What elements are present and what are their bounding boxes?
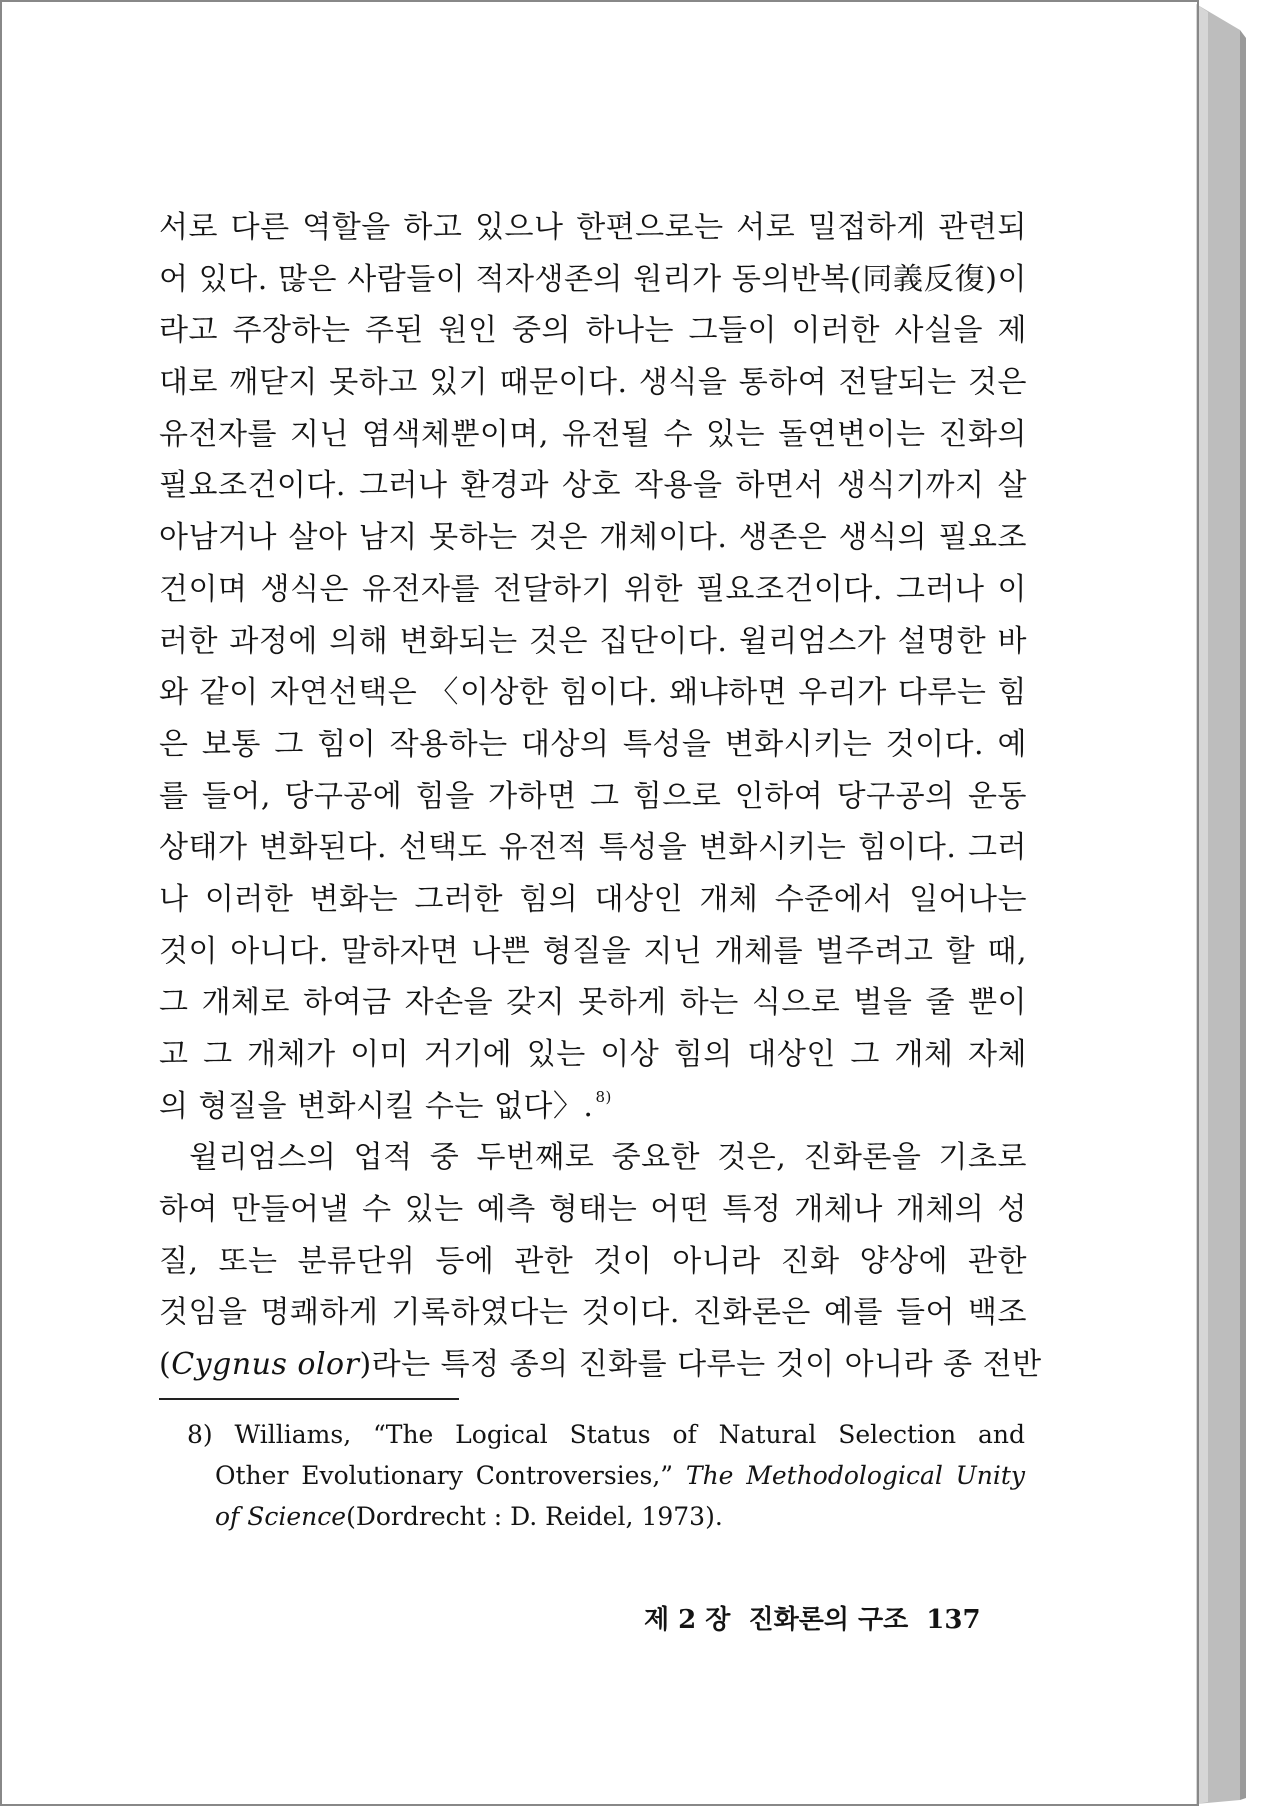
chapter-title: 제 2 장 진화론의 구조	[644, 1605, 909, 1635]
text-line: 와 같이 자연선택은 〈이상한 힘이다. 왜냐하면 우리가 다루는 힘	[159, 675, 1027, 711]
text-line: 나 이러한 변화는 그러한 힘의 대상인 개체 수준에서 일어나는	[159, 881, 1027, 917]
footnote-text: Other Evolutionary Controversies,”	[215, 1461, 674, 1490]
text-line-content: 의 형질을 변화시킬 수는 없다〉.	[159, 1088, 594, 1124]
text-line: 서로 다른 역할을 하고 있으나 한편으로는 서로 밀접하게 관련되	[159, 210, 1027, 245]
footnote-text: (Dordrecht : D. Reidel, 1973).	[346, 1502, 723, 1531]
footnote-number: 8)	[187, 1420, 213, 1449]
running-footer	[644, 1600, 994, 1640]
text-line: 대로 깨닫지 못하고 있기 때문이다. 생식을 통하여 전달되는 것은	[159, 365, 1027, 401]
text-line: 질, 또는 분류단위 등에 관한 것이 아니라 진화 양상에 관한	[159, 1243, 1027, 1279]
text-line: 라고 주장하는 주된 원인 중의 하나는 그들이 이러한 사실을 제	[159, 313, 1027, 349]
text-line: 어 있다. 많은 사람들이 적자생존의 원리가 동의반복(同義反復)이	[159, 261, 1027, 297]
text-line: 유전자를 지닌 염색체뿐이며, 유전될 수 있는 돌연변이는 진화의	[159, 416, 1027, 452]
paren-open: (	[159, 1347, 172, 1383]
footnote-line	[187, 1414, 1025, 1455]
text-line: 필요조건이다. 그러나 환경과 상호 작용을 하면서 생식기까지 살	[159, 468, 1027, 504]
book-page	[4, 4, 1196, 1802]
species-name: Cygnus olor	[171, 1347, 360, 1383]
text-line: 고 그 개체가 이미 거기에 있는 이상 힘의 대상인 그 개체 자체	[159, 1037, 1027, 1072]
text-line: 하여 만들어낼 수 있는 예측 형태는 어떤 특정 개체나 개체의 성	[159, 1192, 1027, 1228]
text-line	[159, 1339, 1042, 1391]
text-line: 건이며 생식은 유전자를 전달하기 위한 필요조건이다. 그러나 이	[159, 571, 1027, 607]
text-line: 것임을 명쾌하게 기록하였다는 것이다. 진화론은 예를 들어 백조	[159, 1295, 1027, 1331]
footnote-reference[interactable]: 8)	[595, 1087, 612, 1106]
footnote-divider	[159, 1398, 459, 1400]
text-line: 은 보통 그 힘이 작용하는 대상의 특성을 변화시키는 것이다. 예	[159, 726, 1027, 762]
body-text	[159, 202, 1042, 1391]
text-line: 아남거나 살아 남지 못하는 것은 개체이다. 생존은 생식의 필요조	[159, 520, 1027, 556]
footnote-line	[187, 1455, 1025, 1496]
text-line	[159, 1081, 1027, 1133]
page-number: 137	[926, 1605, 981, 1635]
footnote-text: Williams, “The Logical Status of Natural Selection and	[234, 1420, 1025, 1449]
text-line: 를 들어, 당구공에 힘을 가하면 그 힘으로 인하여 당구공의 운동	[159, 778, 1027, 814]
text-line-content: )라는 특정 종의 진화를 다루는 것이 아니라 종 전반	[359, 1347, 1042, 1383]
text-line: 그 개체로 하여금 자손을 갖지 못하게 하는 식으로 벌을 줄 뿐이	[159, 985, 1027, 1021]
text-line: 것이 아니다. 말하자면 나쁜 형질을 지닌 개체를 벌주려고 할 때,	[159, 933, 1027, 969]
footnote	[187, 1414, 1025, 1537]
text-line: 상태가 변화된다. 선택도 유전적 특성을 변화시키는 힘이다. 그러	[159, 830, 1027, 866]
footnote-book-title: The Methodological Unity	[685, 1461, 1025, 1490]
footnote-line	[187, 1496, 1025, 1537]
text-line: 윌리엄스의 업적 중 두번째로 중요한 것은, 진화론을 기초로	[189, 1140, 1027, 1176]
text-line: 러한 과정에 의해 변화되는 것은 집단이다. 윌리엄스가 설명한 바	[159, 623, 1027, 659]
footnote-book-title: of Science	[215, 1502, 347, 1531]
